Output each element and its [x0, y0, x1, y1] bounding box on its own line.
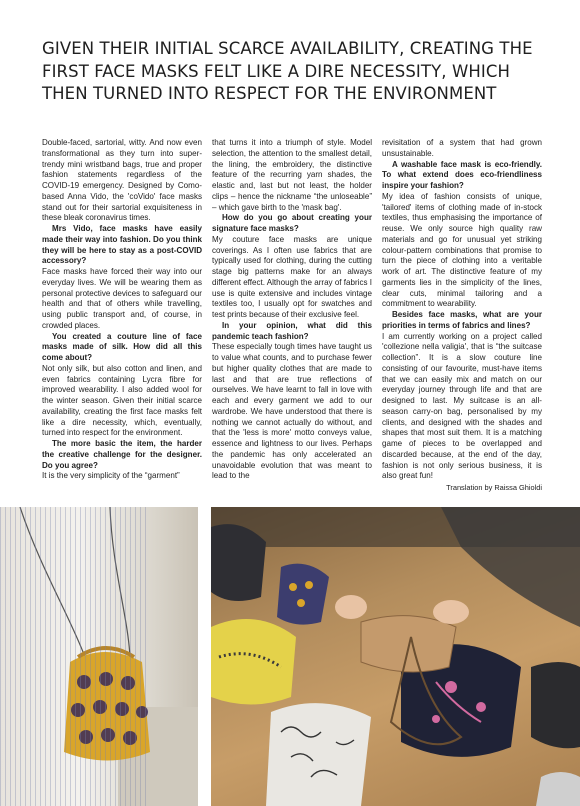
- interview-question: The more basic the item, the harder the creative challenge for the designer. Do you agree?: [42, 439, 202, 470]
- interview-question: How do you go about creating your signature face masks?: [212, 213, 372, 233]
- interview-answer: I am currently working on a project called 'collezione nella valigia', that is “the suitcase collection”. It is a slow couture line consisting of our favourite, must-have items that we can easily mix and match on our everyday journey through life and that are designed to last. My suitcase is an all-season carry-on bag, personalised by my clients, and designed with the shades and shapes that most suit them. It is a matching game of pieces to be overlapped and discarded because, at the end of the day, fashion is not only serious business, it is also great fun!: [382, 331, 542, 481]
- photo-mask-bag-necklace: [0, 507, 198, 806]
- interview-answer: My idea of fashion consists of unique, 'tailored' items of clothing made of in-stock textiles, thus emphasising the importance of reuse. We only source high quality raw materials and go for unusual yet striking colour-pattern combinations that promise to turn the piece of clothing into a veritable work of art. The distinctive feature of my garments lies in the simplicity of the lines, clear cuts, minimal tailoring and a commitment to wearability.: [382, 191, 542, 309]
- interview-question: You created a couture line of face masks made of silk. How did all this come about?: [42, 331, 202, 362]
- interview-question: In your opinion, what did this pandemic teach fashion?: [212, 320, 372, 341]
- text-column-3: [382, 138, 542, 494]
- interview-question: Mrs Vido, face masks have easily made their way into fashion. Do you think they will be here to stay as a post-COVID accessory?: [42, 224, 202, 266]
- interview-answer: Not only silk, but also cotton and linen, and even fabrics containing Lycra fibre for improved wearability. I also added wool for the winter season. Given their initial scarce availability, creating the first face masks felt like a dire necessity, which, eventually, turned into respect for the environment.: [42, 363, 202, 438]
- translation-credit: Translation by Raissa Ghioldi: [446, 483, 542, 492]
- interview-question: A washable face mask is eco-friendly. To what extend does eco-friendliness inspire your fashion?: [382, 159, 542, 190]
- photo-masks-on-table: [211, 507, 580, 806]
- interview-answer: These especially tough times have taught us to value what counts, and to purchase fewer but higher quality clothes that are made to last and that are true reflections of ourselves. We have learnt to fall in love with each and every garment we add to our wardrobe. We have understood that there is nothing we cannot actually do without, and that the 'less is more' motto conveys value, essence and lightness to our lives. Perhaps the pandemic has only accelerated an unavoidable evolution that was meant to lead to the: [212, 342, 372, 481]
- interview-answer: revisitation of a system that had grown unsustainable.: [382, 138, 542, 158]
- text-column-1: [42, 138, 202, 482]
- interview-answer: It is the very simplicity of the “garment”: [42, 471, 180, 481]
- article-headline: GIVEN THEIR INITIAL SCARCE AVAILABILITY, CREATING THE FIRST FACE MASKS FELT LIKE A DIRE NECESSITY, WHICH THEN TURNED INTO RESPECT FOR THE ENVIRONMENT: [42, 39, 533, 103]
- intro-paragraph: Double-faced, sartorial, witty. And now even transformational as they turn into super-trendy mini wristband bags, true and proper fashion statements regardless of the COVID-19 emergency. Designed by Como-based Anna Vido, the 'coVido' face masks stand out for their sartorial exquisiteness in these bleak coronavirus times.: [42, 138, 202, 223]
- interview-question: Besides face masks, what are your priorities in terms of fabrics and lines?: [382, 310, 542, 330]
- striped-shirt: [0, 507, 150, 806]
- interview-answer: that turns it into a triumph of style. Model selection, the attention to the smallest detail, the lining, the embroidery, the distinctive feature of the recurring yarn shades, the elastic and, last but not least, the holder clips – hence the nickname “the unloseable” – which gave birth to the 'mask bag'.: [212, 138, 372, 212]
- table-scene-illustration: [211, 507, 580, 806]
- interview-answer: My couture face masks are unique coverings. As I often use fabrics that are typically used for clothing, during the cutting stage big patterns make for an always different effect. Although the array of fabrics I use is quite extensive and includes vintage textiles too, I usually opt for swatches and test prints because of their exclusive feel.: [212, 234, 372, 319]
- text-column-2: [212, 138, 372, 482]
- interview-answer: Face masks have forced their way into our everyday lives. We will be wearing them as personal protective devices to safeguard our health and that of others while travelling, using public transport and, of course, in crowded places.: [42, 267, 202, 330]
